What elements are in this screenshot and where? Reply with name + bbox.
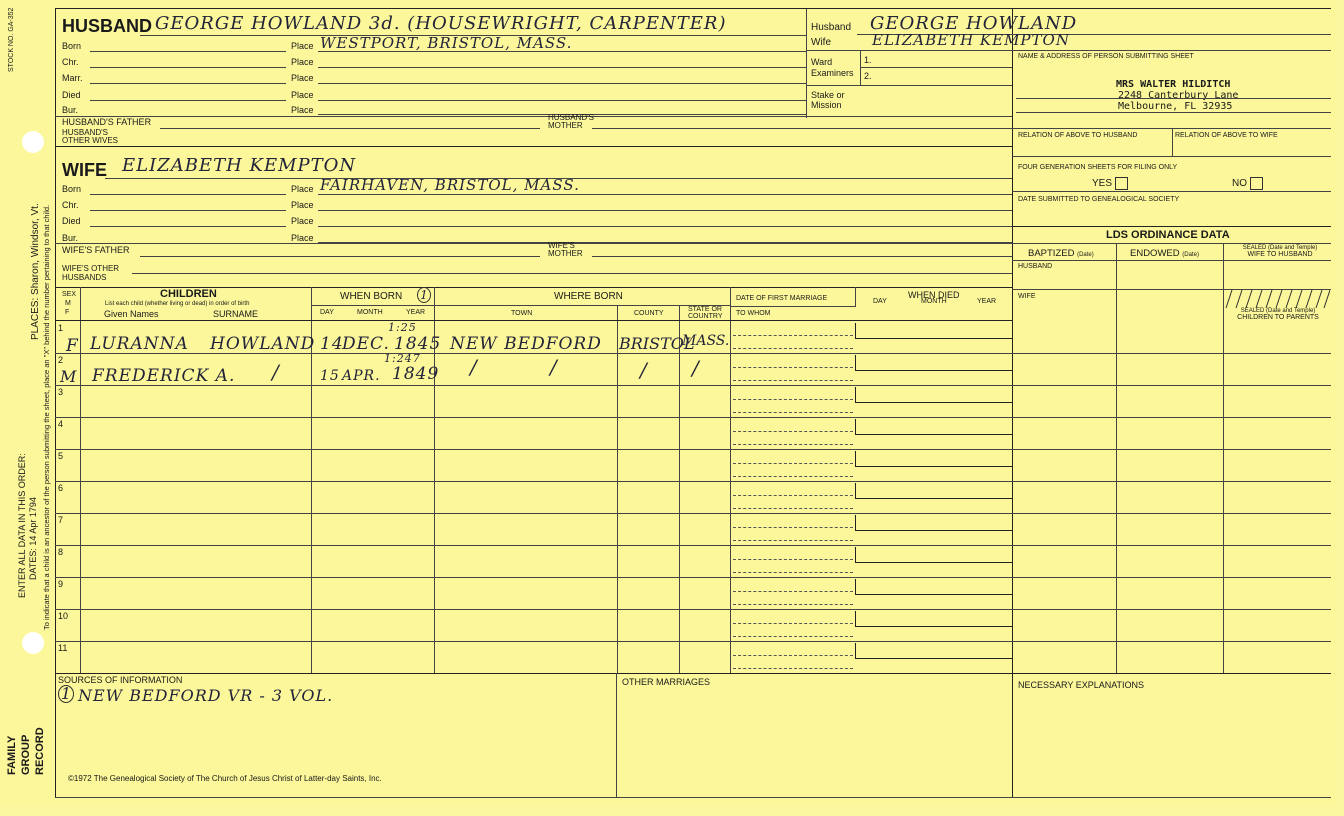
born-year-header: YEAR: [406, 309, 426, 316]
husband-name: GEORGE HOWLAND 3d. (HOUSEWRIGHT, CARPENTER): [155, 13, 727, 34]
marriage-date-line: [733, 559, 853, 560]
when-died-bracket: [855, 611, 1013, 627]
husband-born-place: WESTPORT, BRISTOL, MASS.: [320, 34, 573, 52]
died-year-header: YEAR: [977, 298, 997, 305]
country-header: COUNTRY: [688, 313, 723, 320]
when-died-bracket: [855, 323, 1013, 339]
husband-marr-label: Marr.: [62, 73, 83, 83]
husband-other-wives-label-1: HUSBAND'S: [62, 128, 108, 137]
wife-chr-place-label: Place: [291, 200, 314, 210]
wife-died-place-label: Place: [291, 216, 314, 226]
sex-header: SEX: [62, 291, 77, 298]
stock-number: STOCK NO. GA-352: [8, 7, 15, 72]
marriage-date-line: [733, 591, 853, 592]
child-1-county: BRISTOL: [619, 334, 695, 353]
child-2-day: 15: [320, 368, 340, 384]
sealed-wife-label-1: SEALED (Date and Temple): [1242, 245, 1318, 251]
given-names-header: Given Names: [104, 309, 159, 319]
wife-heading: WIFE: [62, 160, 107, 180]
wife-bur-place-label: Place: [291, 233, 314, 243]
to-whom-line: [733, 636, 853, 637]
lds-wife-row-label: WIFE: [1018, 293, 1036, 300]
child-row-line: [55, 513, 1012, 514]
examiner-2: 2.: [864, 71, 872, 81]
when-died-bracket: [855, 579, 1013, 595]
husband-mother-label-1: HUSBAND'S: [548, 113, 594, 122]
to-whom-line: [733, 572, 853, 573]
marriage-date-line: [733, 335, 853, 336]
marriage-date-line: [733, 527, 853, 528]
sealed-children-label-2: CHILDREN TO PARENTS: [1237, 314, 1319, 321]
child-row-number: 7: [58, 515, 64, 525]
form-title-group: GROUP: [20, 734, 32, 775]
child-2-town: /: [470, 355, 478, 379]
submitter-label: NAME & ADDRESS OF PERSON SUBMITTING SHEET: [1018, 53, 1194, 60]
where-born-header: WHERE BORN: [554, 291, 623, 302]
marriage-date-line: [733, 463, 853, 464]
to-whom-line: [733, 540, 853, 541]
examiners-label: Examiners: [811, 68, 854, 78]
when-died-bracket: [855, 643, 1013, 659]
baptized-header: [1028, 248, 1094, 259]
lds-row-line: [1012, 513, 1331, 514]
to-whom-line: [733, 380, 853, 381]
baptized-label: BAPTIZED: [1028, 248, 1075, 259]
child-row-line: [55, 545, 1012, 546]
child-row-number: 6: [58, 483, 64, 493]
dates-note: DATES: 14 Apr 1794: [28, 497, 38, 580]
rp-husband-name: GEORGE HOWLAND: [870, 13, 1078, 34]
no-label: NO: [1232, 178, 1247, 190]
submitter-name: MRS WALTER HILDITCH: [1116, 79, 1231, 90]
husband-born-label: Born: [62, 41, 82, 51]
lds-row-line: [1012, 353, 1331, 354]
rp-wife-label: Wife: [811, 37, 831, 48]
sealed-children-label-1: SEALED (Date and Temple): [1240, 308, 1316, 314]
lds-row-line: [1012, 641, 1331, 642]
child-row-line: [55, 609, 1012, 610]
date-submitted-label: DATE SUBMITTED TO GENEALOGICAL SOCIETY: [1018, 196, 1180, 203]
to-whom-line: [733, 604, 853, 605]
wife-name: ELIZABETH KEMPTON: [122, 155, 357, 176]
child-1-town: NEW BEDFORD: [450, 334, 602, 354]
husband-heading: HUSBAND: [62, 16, 152, 36]
child-row-number: 4: [58, 419, 64, 429]
relation-husband-label: RELATION OF ABOVE TO HUSBAND: [1018, 132, 1138, 139]
child-2-sex: M: [60, 367, 78, 386]
to-whom-header: TO WHOM: [736, 310, 771, 317]
punch-hole-top: [22, 131, 44, 153]
relation-wife-label: RELATION OF ABOVE TO WIFE: [1175, 132, 1278, 139]
husband-mother-label-2: MOTHER: [548, 121, 583, 130]
examiner-1: 1.: [864, 55, 872, 65]
yes-box[interactable]: [1115, 177, 1128, 190]
marriage-date-line: [733, 367, 853, 368]
marriage-date-line: [733, 495, 853, 496]
wife-died-label: Died: [62, 216, 81, 226]
child-2-surname: /: [272, 360, 280, 384]
first-marriage-header: DATE OF FIRST MARRIAGE: [736, 295, 828, 302]
no-box[interactable]: [1250, 177, 1263, 190]
form-title-family: FAMILY: [6, 735, 18, 775]
mission-label: Mission: [811, 100, 842, 110]
when-died-header: WHEN DIED: [908, 290, 960, 300]
yes-label: YES: [1092, 178, 1113, 190]
submitter-city: Melbourne, FL 32935: [1118, 101, 1233, 112]
child-row-line: [55, 449, 1012, 450]
when-died-bracket: [855, 451, 1013, 467]
child-2-month: APR.: [342, 368, 381, 384]
when-died-bracket: [855, 483, 1013, 499]
child-row-line: [55, 577, 1012, 578]
copyright-notice: ©1972 The Genealogical Society of The Church of Jesus Christ of Latter-day Saints, Inc.: [68, 774, 382, 783]
county-header: COUNTY: [634, 310, 664, 317]
child-2-town-ditto: /: [550, 355, 558, 379]
born-day-header: DAY: [320, 309, 334, 316]
sex-m-header: M: [65, 300, 71, 307]
when-died-bracket: [855, 515, 1013, 531]
wife-bur-label: Bur.: [62, 233, 79, 243]
to-whom-line: [733, 412, 853, 413]
husband-father-label: HUSBAND'S FATHER: [62, 117, 152, 127]
child-row-number: 9: [58, 579, 64, 589]
yes-checkbox[interactable]: [1092, 177, 1128, 190]
husband-other-wives-label-2: OTHER WIVES: [62, 136, 119, 145]
to-whom-line: [733, 476, 853, 477]
enter-order-note: ENTER ALL DATA IN THIS ORDER:: [17, 453, 27, 598]
child-1-note: 1:25: [388, 321, 417, 334]
child-1-surname: HOWLAND: [210, 334, 316, 354]
surname-header: SURNAME: [213, 309, 259, 319]
child-1-given: LURANNA: [90, 334, 189, 354]
sealed-wife-header: [1232, 245, 1328, 258]
died-month-header: MONTH: [921, 298, 947, 305]
child-1-year: 1845: [394, 334, 442, 354]
wife-mother-label-2: MOTHER: [548, 249, 583, 258]
wife-other-husbands-label-2: HUSBANDS: [62, 273, 107, 282]
to-whom-line: [733, 508, 853, 509]
husband-bur-label: Bur.: [62, 105, 79, 115]
lds-title: LDS ORDINANCE DATA: [1106, 229, 1230, 241]
marriage-date-line: [733, 655, 853, 656]
child-1-day: 14: [320, 334, 344, 354]
when-died-bracket: [855, 355, 1013, 371]
when-died-bracket: [855, 387, 1013, 403]
child-row-number: 5: [58, 451, 64, 461]
lds-husband-row-label: HUSBAND: [1018, 263, 1053, 270]
endowed-date-label: (Date): [1182, 252, 1199, 258]
lds-row-line: [1012, 449, 1331, 450]
husband-chr-label: Chr.: [62, 57, 79, 67]
child-2-note: 1:247: [384, 352, 421, 365]
child-row-number: 2: [58, 355, 64, 365]
punch-hole-bottom: [22, 632, 44, 654]
husband-marr-place-label: Place: [291, 73, 314, 83]
marriage-date-line: [733, 399, 853, 400]
necessary-explanations-label: NECESSARY EXPLANATIONS: [1018, 680, 1145, 690]
child-row-number: 8: [58, 547, 64, 557]
husband-chr-place-label: Place: [291, 57, 314, 67]
sealed-wife-label-2: WIFE TO HUSBAND: [1247, 251, 1313, 258]
other-marriages-label: OTHER MARRIAGES: [622, 677, 711, 687]
marriage-date-line: [733, 623, 853, 624]
husband-bur-place-label: Place: [291, 105, 314, 115]
to-whom-line: [733, 348, 853, 349]
sources-label: SOURCES OF INFORMATION: [58, 675, 183, 685]
lds-row-line: [1012, 385, 1331, 386]
baptized-date-label: (Date): [1077, 252, 1094, 258]
lds-row-line: [1012, 609, 1331, 610]
child-row-number: 3: [58, 387, 64, 397]
to-whom-line: [733, 668, 853, 669]
child-row-line: [55, 417, 1012, 418]
source-mark: 1: [58, 685, 74, 703]
rp-husband-label: Husband: [811, 22, 852, 33]
source-1: NEW BEDFORD VR - 3 VOL.: [78, 686, 334, 705]
child-row-number: 10: [58, 611, 69, 621]
child-2-year: 1849: [392, 364, 440, 384]
child-2-state: /: [692, 356, 700, 380]
wife-born-label: Born: [62, 184, 82, 194]
children-header: CHILDREN: [160, 288, 217, 300]
wife-mother-label-1: WIFE'S: [548, 241, 575, 250]
rp-wife-name: ELIZABETH KEMPTON: [872, 31, 1070, 49]
town-header: TOWN: [511, 310, 533, 317]
child-row-number: 11: [58, 643, 68, 653]
when-born-mark: 1: [417, 287, 431, 303]
four-generation-label: FOUR GENERATION SHEETS FOR FILING ONLY: [1018, 164, 1178, 171]
no-checkbox[interactable]: [1232, 177, 1263, 190]
wife-chr-label: Chr.: [62, 200, 79, 210]
when-died-bracket: [855, 547, 1013, 563]
marriage-date-line: [733, 431, 853, 432]
born-month-header: MONTH: [357, 309, 383, 316]
endowed-header: [1130, 248, 1199, 259]
state-header: STATE OR: [688, 306, 722, 313]
when-died-bracket: [855, 419, 1013, 435]
to-whom-line: [733, 444, 853, 445]
wife-born-place: FAIRHAVEN, BRISTOL, MASS.: [320, 176, 580, 194]
lds-row-line: [1012, 545, 1331, 546]
child-row-line: [55, 641, 1012, 642]
child-1-month: DEC.: [342, 334, 390, 354]
lds-row-line: [1012, 417, 1331, 418]
child-2-given: FREDERICK A.: [92, 366, 236, 386]
ancestor-instruction: To indicate that a child is an ancestor of the person submitting the sheet, place an "X" behind the number pertaining to that child.: [42, 204, 51, 630]
children-note: List each child (whether living or dead) in order of birth: [105, 301, 250, 307]
wife-other-husbands-label-1: WIFE'S OTHER: [62, 264, 120, 273]
endowed-label: ENDOWED: [1130, 248, 1180, 259]
wife-born-place-label: Place: [291, 184, 314, 194]
child-row-number: 1: [58, 323, 64, 333]
husband-born-place-label: Place: [291, 41, 314, 51]
when-born-header: WHEN BORN: [340, 291, 403, 302]
places-note: PLACES: Sharon, Windsor, Vt.: [30, 203, 41, 340]
child-1-state: MASS.: [682, 333, 730, 349]
child-2-county: /: [640, 358, 648, 382]
lds-row-line: [1012, 481, 1331, 482]
child-row-line: [55, 481, 1012, 482]
lds-row-line: [1012, 577, 1331, 578]
husband-died-label: Died: [62, 90, 81, 100]
wife-father-label: WIFE'S FATHER: [62, 245, 130, 255]
stake-label: Stake or: [811, 90, 845, 100]
ward-label: Ward: [811, 57, 833, 67]
sealed-children-header: [1226, 308, 1330, 321]
form-title-record: RECORD: [34, 727, 46, 775]
hatched-box-icon: [1224, 290, 1330, 308]
child-1-sex: F: [66, 336, 79, 356]
submitter-street: 2248 Canterbury Lane: [1118, 90, 1239, 101]
died-day-header: DAY: [873, 298, 887, 305]
sex-f-header: F: [65, 309, 70, 316]
husband-died-place-label: Place: [291, 90, 314, 100]
